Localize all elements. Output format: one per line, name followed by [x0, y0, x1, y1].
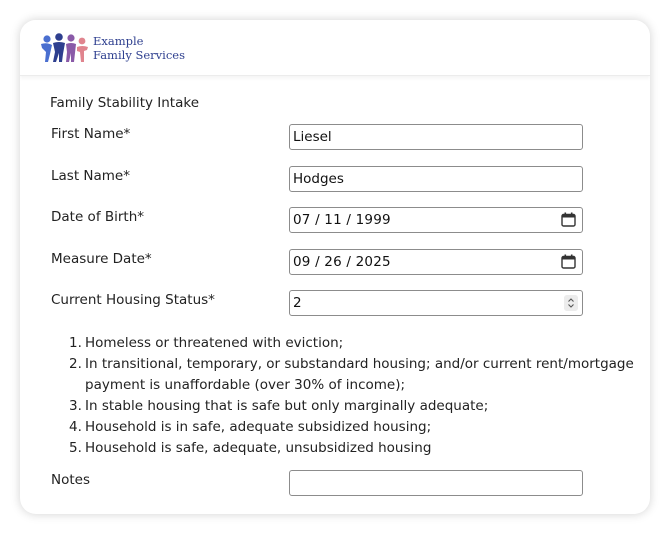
list-item — [69, 396, 645, 417]
housing-status-options — [69, 333, 645, 459]
list-item-text: Household is in safe, adequate subsidized housing; — [85, 419, 432, 435]
last-name-label: Last Name* — [51, 168, 130, 184]
last-name-row — [20, 166, 650, 194]
date-of-birth-input[interactable] — [289, 207, 583, 233]
last-name-input[interactable] — [289, 166, 583, 192]
first-name-value: Liesel — [293, 129, 332, 145]
date-of-birth-label: Date of Birth* — [51, 209, 145, 225]
first-name-input[interactable] — [289, 124, 583, 150]
list-item-text: Household is safe, adequate, unsubsidized housing — [85, 440, 432, 456]
form-title: Family Stability Intake — [50, 95, 200, 111]
date-of-birth-row — [20, 207, 650, 235]
list-item — [69, 417, 645, 438]
last-name-value: Hodges — [293, 171, 344, 187]
date-of-birth-value: 07 / 11 / 1999 — [293, 212, 391, 228]
app-header — [20, 20, 650, 76]
notes-input[interactable] — [289, 470, 583, 496]
list-item-text: In stable housing that is safe but only marginally adequate; — [85, 398, 489, 414]
list-item-number: 5. — [69, 440, 82, 456]
logo-text — [93, 34, 185, 62]
housing-status-value: 2 — [293, 295, 302, 311]
calendar-icon[interactable] — [561, 254, 576, 269]
form-card — [20, 20, 650, 514]
first-name-row — [20, 124, 650, 152]
list-item-number: 2. — [69, 356, 82, 372]
housing-status-row — [20, 290, 650, 318]
measure-date-value: 09 / 26 / 2025 — [293, 254, 391, 270]
housing-status-label: Current Housing Status* — [51, 292, 215, 308]
logo-line-1: Example — [93, 34, 144, 48]
notes-label: Notes — [51, 472, 90, 488]
list-item-text: In transitional, temporary, or substandard housing; and/or current rent/mortgage payment is unaffordable (over 30% of income); — [85, 356, 634, 393]
measure-date-row — [20, 249, 650, 277]
family-people-icon — [40, 32, 90, 62]
list-item-number: 4. — [69, 419, 82, 435]
calendar-icon[interactable] — [561, 212, 576, 227]
list-item-number: 3. — [69, 398, 82, 414]
list-item — [69, 438, 645, 459]
list-item-text: Homeless or threatened with eviction; — [85, 335, 344, 351]
measure-date-input[interactable] — [289, 249, 583, 275]
housing-status-input[interactable] — [289, 290, 583, 316]
notes-row — [20, 470, 650, 498]
measure-date-label: Measure Date* — [51, 251, 152, 267]
list-item-number: 1. — [69, 335, 82, 351]
list-item — [69, 333, 645, 354]
spinner-arrows-icon[interactable] — [564, 295, 578, 311]
first-name-label: First Name* — [51, 126, 131, 142]
logo-line-2: Family Services — [93, 48, 185, 62]
list-item — [69, 354, 645, 396]
